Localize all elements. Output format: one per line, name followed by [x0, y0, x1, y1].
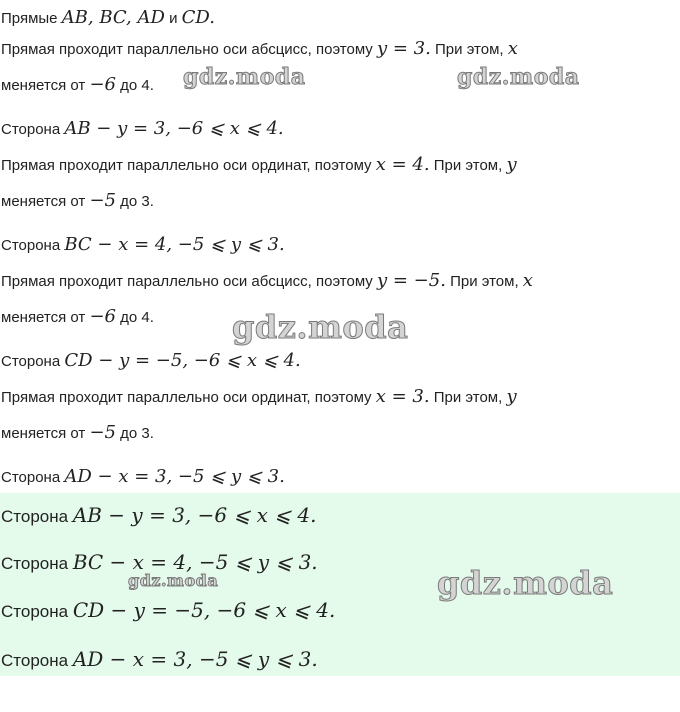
text-fragment: до 4.	[116, 309, 154, 326]
text-fragment: При этом,	[429, 157, 507, 174]
answer-line	[1, 599, 335, 623]
watermark: gdz.moda	[232, 308, 409, 346]
solution-line	[1, 235, 285, 256]
answer-line	[1, 648, 318, 672]
solution-line	[1, 351, 301, 372]
text-fragment: Прямая проходит параллельно оси абсцисс, поэтому	[1, 41, 377, 58]
solution-line	[1, 8, 215, 29]
watermark: gdz.moda	[128, 571, 219, 590]
math-expression: CD − y = −5, −6 ⩽ x ⩽ 4.	[72, 598, 336, 622]
text-fragment: до 4.	[116, 77, 154, 94]
math-expression: y = −5.	[376, 270, 446, 291]
solution-line	[1, 75, 154, 96]
text-fragment: При этом,	[429, 389, 507, 406]
solution-line	[1, 307, 154, 328]
text-fragment: меняется от	[1, 309, 90, 326]
solution-line	[1, 271, 533, 292]
math-expression: y	[506, 154, 517, 175]
text-fragment: Прямая проходит параллельно оси абсцисс, поэтому	[1, 273, 377, 290]
math-expression: x	[522, 270, 533, 291]
text-fragment: Сторона	[1, 237, 65, 254]
text-fragment: Сторона	[1, 554, 73, 573]
text-fragment: Сторона	[1, 353, 65, 370]
math-expression: −6	[89, 306, 116, 327]
math-expression: CD.	[181, 7, 215, 28]
math-expression: AB − y = 3, −6 ⩽ x ⩽ 4.	[64, 118, 284, 139]
solution-line	[1, 155, 517, 176]
solution-line	[1, 467, 285, 488]
text-fragment: Сторона	[1, 507, 73, 526]
text-fragment: Сторона	[1, 602, 73, 621]
text-fragment: меняется от	[1, 193, 90, 210]
text-fragment: При этом,	[445, 273, 523, 290]
solution-line	[1, 191, 154, 212]
watermark: gdz.moda	[457, 64, 580, 90]
text-fragment: Прямая проходит параллельно оси ординат, поэтому	[1, 157, 376, 174]
solution-line	[1, 39, 518, 60]
math-expression: AD − x = 3, −5 ⩽ y ⩽ 3.	[64, 466, 285, 487]
math-expression: y = 3.	[376, 38, 431, 59]
math-expression: AD − x = 3, −5 ⩽ y ⩽ 3.	[72, 647, 318, 671]
solution-line	[1, 119, 284, 140]
text-fragment: Сторона	[1, 469, 65, 486]
math-expression: AB, BC, AD	[61, 7, 165, 28]
math-expression: −6	[89, 74, 116, 95]
math-expression: BC − x = 4, −5 ⩽ y ⩽ 3.	[72, 550, 318, 574]
text-fragment: меняется от	[1, 425, 90, 442]
watermark: gdz.moda	[437, 564, 614, 602]
math-expression: −5	[89, 190, 116, 211]
text-fragment: до 3.	[116, 425, 154, 442]
math-expression: x	[507, 38, 518, 59]
text-fragment: Сторона	[1, 121, 65, 138]
solution-line	[1, 387, 517, 408]
math-expression: x = 3.	[375, 386, 430, 407]
answer-line	[1, 504, 316, 528]
solution-line	[1, 423, 154, 444]
math-expression: BC − x = 4, −5 ⩽ y ⩽ 3.	[64, 234, 285, 255]
math-expression: −5	[89, 422, 116, 443]
math-expression: AB − y = 3, −6 ⩽ x ⩽ 4.	[72, 503, 317, 527]
text-fragment: и	[164, 10, 182, 27]
watermark: gdz.moda	[183, 64, 306, 90]
text-fragment: При этом,	[430, 41, 508, 58]
text-fragment: до 3.	[116, 193, 154, 210]
text-fragment: меняется от	[1, 77, 90, 94]
text-fragment: Прямая проходит параллельно оси ординат, поэтому	[1, 389, 376, 406]
math-expression: CD − y = −5, −6 ⩽ x ⩽ 4.	[64, 350, 301, 371]
text-fragment: Прямые	[1, 10, 62, 27]
math-expression: x = 4.	[375, 154, 430, 175]
math-expression: y	[506, 386, 517, 407]
text-fragment: Сторона	[1, 651, 73, 670]
